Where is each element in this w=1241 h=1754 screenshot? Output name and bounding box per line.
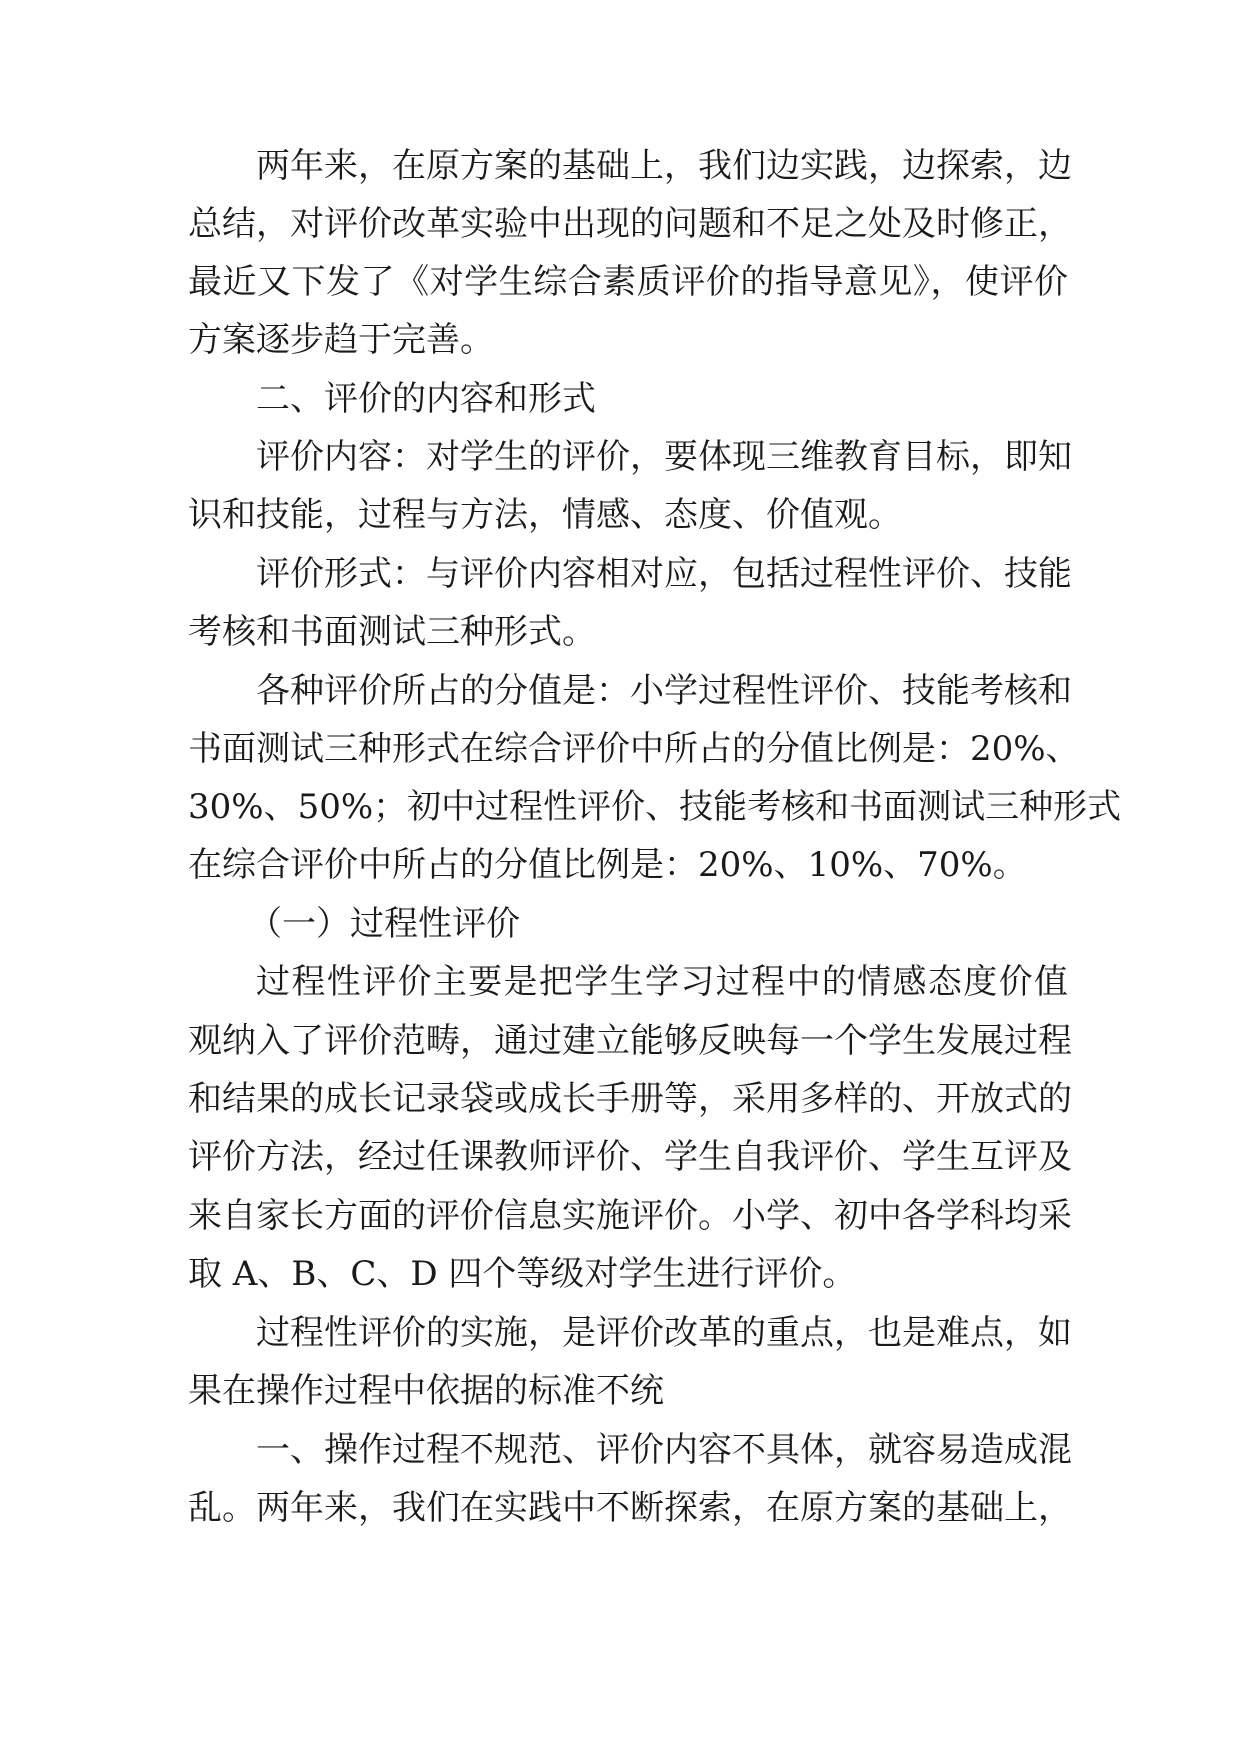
paragraph-process-evaluation-line-3: 和结果的成长记录袋或成长手册等，采用多样的、开放式的 (188, 1079, 1072, 1119)
subsection-heading-1: （一）过程性评价 (248, 904, 520, 944)
paragraph-scores-line-4: 在综合评价中所占的分值比例是：20%、10%、70%。 (188, 845, 1027, 885)
paragraph-process-evaluation-line-4: 评价方法，经过任课教师评价、学生自我评价、学生互评及 (188, 1137, 1072, 1177)
paragraph-process-evaluation-line-2: 观纳入了评价范畴，通过建立能够反映每一个学生发展过程 (188, 1021, 1072, 1061)
paragraph-forms-line-2: 考核和书面测试三种形式。 (188, 612, 596, 652)
paragraph-problems-line-1: 一、操作过程不规范、评价内容不具体，就容易造成混 (256, 1430, 1072, 1470)
paragraph-implementation-line-2: 果在操作过程中依据的标准不统 (188, 1371, 664, 1411)
paragraph-content-line-2: 识和技能，过程与方法，情感、态度、价值观。 (188, 495, 902, 535)
section-heading-2: 二、评价的内容和形式 (256, 379, 596, 419)
paragraph-implementation-line-1: 过程性评价的实施，是评价改革的重点，也是难点，如 (256, 1313, 1072, 1353)
paragraph-forms-line-1: 评价形式：与评价内容相对应，包括过程性评价、技能 (256, 554, 1072, 594)
paragraph-process-evaluation-line-6: 取 A、B、C、D 四个等级对学生进行评价。 (188, 1254, 857, 1294)
paragraph-content-line-1: 评价内容：对学生的评价，要体现三维教育目标，即知 (256, 437, 1072, 477)
paragraph-process-evaluation-line-5: 来自家长方面的评价信息实施评价。小学、初中各学科均采 (188, 1196, 1072, 1236)
paragraph-revision-line-4: 方案逐步趋于完善。 (188, 320, 494, 360)
paragraph-revision-line-2: 总结，对评价改革实验中出现的问题和不足之处及时修正， (188, 204, 1072, 244)
paragraph-process-evaluation-line-1: 过程性评价主要是把学生学习过程中的情感态度价值 (256, 962, 1068, 1002)
paragraph-scores-line-3: 30%、50%；初中过程性评价、技能考核和书面测试三种形式 (188, 787, 1122, 827)
paragraph-problems-line-2: 乱。两年来，我们在实践中不断探索，在原方案的基础上， (188, 1488, 1072, 1528)
paragraph-scores-line-1: 各种评价所占的分值是：小学过程性评价、技能考核和 (256, 671, 1072, 711)
paragraph-scores-line-2: 书面测试三种形式在综合评价中所占的分值比例是：20%、 (188, 729, 1080, 769)
paragraph-revision-line-3: 最近又下发了《对学生综合素质评价的指导意见》，使评价 (188, 262, 1068, 302)
paragraph-revision-line-1: 两年来，在原方案的基础上，我们边实践，边探索，边 (256, 146, 1072, 186)
